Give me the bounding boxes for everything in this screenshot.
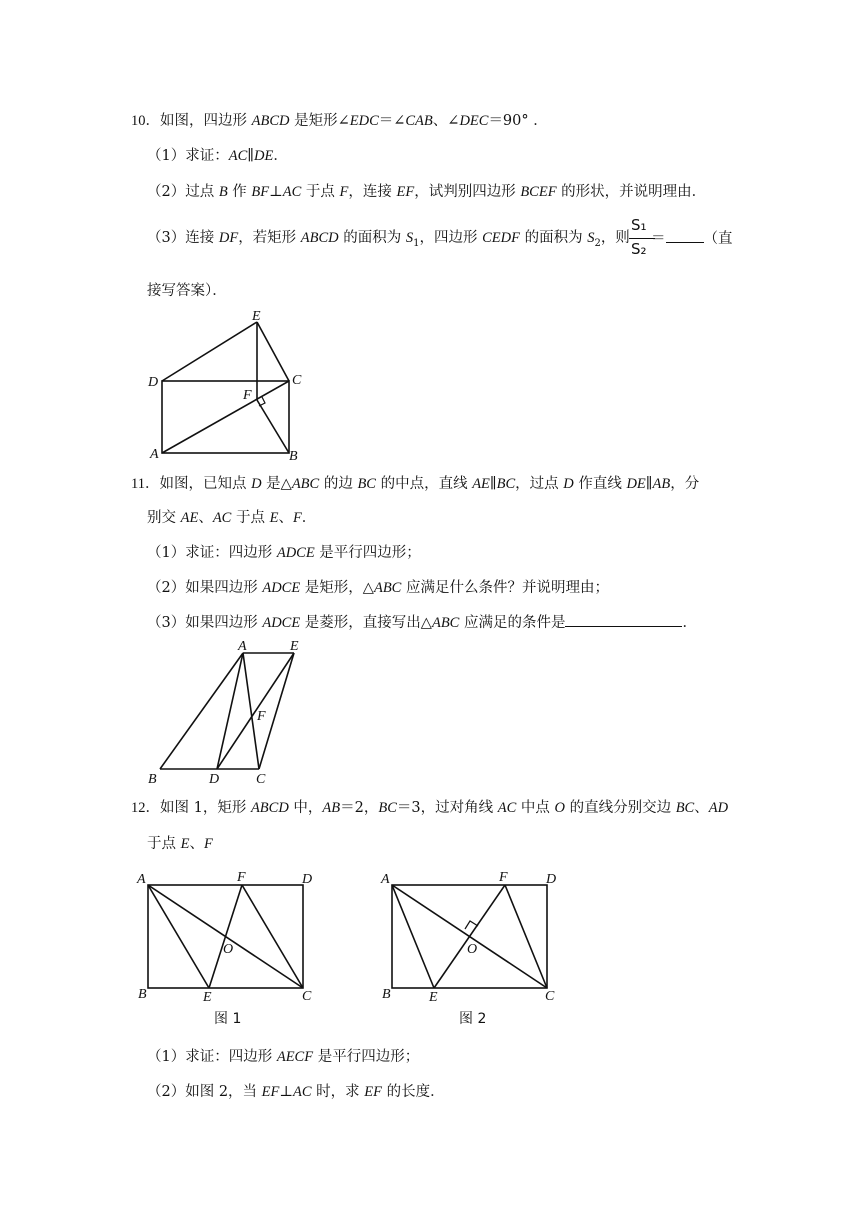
q11-stem-text bbox=[159, 476, 699, 492]
label-d: D bbox=[209, 772, 220, 787]
text-run: 、 bbox=[189, 836, 204, 852]
math-variable: F bbox=[339, 184, 349, 200]
label-c: C bbox=[545, 989, 555, 1004]
fraction-denominator: S₂ bbox=[631, 240, 647, 258]
text-run: 、 bbox=[198, 510, 213, 526]
q11-part1 bbox=[147, 543, 421, 563]
text-run: 于点 bbox=[301, 184, 340, 200]
text-run: 中点 bbox=[516, 800, 555, 816]
text-run: ，四边形 bbox=[419, 230, 483, 246]
label-b: B bbox=[289, 449, 298, 464]
label-c: C bbox=[302, 989, 312, 1004]
text-run: （1）求证：四边形 bbox=[147, 545, 277, 561]
text-run: 如图 1，矩形 bbox=[160, 800, 251, 816]
math-variable: BCEF bbox=[520, 184, 557, 200]
text-run: 、∠ bbox=[432, 113, 460, 129]
q10-part3-tail: （直 bbox=[703, 231, 733, 247]
subscript: 2 bbox=[594, 237, 601, 249]
text-run: ． bbox=[273, 148, 288, 164]
text-run: ，连接 bbox=[348, 184, 397, 200]
segment-de bbox=[217, 653, 294, 769]
math-variable: CEDF bbox=[482, 230, 520, 246]
math-variable: D bbox=[563, 476, 574, 492]
label-o: O bbox=[223, 942, 234, 957]
text-run: ＝3，过对角线 bbox=[396, 800, 498, 816]
math-variable: S bbox=[587, 230, 595, 246]
text-run: ＝∠ bbox=[378, 113, 406, 129]
q11-part2 bbox=[147, 578, 609, 598]
text-run: 的面积为 bbox=[519, 230, 588, 246]
text-run: ＝2， bbox=[340, 800, 379, 816]
math-variable: AC bbox=[228, 148, 248, 164]
text-run: 的长度． bbox=[382, 1084, 445, 1100]
subscript: 1 bbox=[413, 237, 420, 249]
text-run: （1）求证：四边形 bbox=[147, 1049, 277, 1065]
label-f: F bbox=[257, 709, 266, 724]
text-run: ，若矩形 bbox=[238, 230, 301, 246]
q11-stem-line2 bbox=[147, 508, 316, 528]
label-f: F bbox=[243, 388, 252, 403]
label-b: B bbox=[382, 987, 391, 1002]
q11-stem-line1 bbox=[131, 474, 699, 494]
q12-stem-text bbox=[160, 800, 728, 816]
math-variable: ADCE bbox=[276, 545, 315, 561]
math-variable: DE bbox=[626, 476, 646, 492]
q10-number: 10． bbox=[131, 113, 160, 129]
math-variable: AB bbox=[652, 476, 671, 492]
figure-2-caption: 图 2 bbox=[459, 1011, 487, 1027]
segment-ec bbox=[257, 322, 289, 381]
q12-stem-line1 bbox=[131, 798, 728, 818]
math-variable: S bbox=[405, 230, 414, 246]
text-run: （3）如果四边形 bbox=[147, 615, 263, 631]
answer-blank[interactable] bbox=[666, 228, 704, 243]
q10-part3-continued: 接写答案）． bbox=[147, 283, 227, 299]
math-variable: ADCE bbox=[262, 615, 301, 631]
math-variable: D bbox=[251, 476, 262, 492]
q12-figure-2 bbox=[375, 865, 570, 1005]
text-run: ，试判别四边形 bbox=[414, 184, 521, 200]
label-a: A bbox=[238, 639, 247, 654]
math-variable: BF bbox=[251, 184, 270, 200]
text-run: 是△ bbox=[261, 476, 292, 492]
text-run: ∥ bbox=[645, 476, 653, 492]
label-d: D bbox=[546, 872, 557, 887]
text-run: 于点 bbox=[231, 510, 270, 526]
label-c: C bbox=[292, 373, 302, 388]
q10-part1 bbox=[147, 146, 288, 166]
label-a: A bbox=[381, 872, 390, 887]
text-run: 别交 bbox=[147, 510, 181, 526]
text-run: （2）过点 bbox=[147, 184, 219, 200]
math-variable: BC bbox=[496, 476, 516, 492]
label-b: B bbox=[138, 987, 147, 1002]
text-run: 是矩形，△ bbox=[300, 580, 374, 596]
math-variable: E bbox=[269, 510, 279, 526]
text-run: ∥ bbox=[247, 148, 254, 164]
answer-blank[interactable] bbox=[565, 612, 682, 627]
text-run: 作 bbox=[227, 184, 252, 200]
math-variable: AB bbox=[322, 800, 341, 816]
text-run: （2）如图 2，当 bbox=[147, 1084, 262, 1100]
math-variable: DF bbox=[218, 230, 239, 246]
q11-part3-text bbox=[147, 615, 565, 631]
math-variable: EDC bbox=[349, 113, 379, 129]
math-variable: ABCD bbox=[251, 113, 290, 129]
text-run: （3）连接 bbox=[147, 230, 219, 246]
segment-ef bbox=[434, 885, 505, 988]
text-run: 的形状，并说明理由． bbox=[556, 184, 707, 200]
q11-number: 11． bbox=[131, 476, 160, 492]
text-run: 如图，已知点 bbox=[159, 476, 252, 492]
segment-fc bbox=[242, 885, 303, 988]
text-run: 的中点，直线 bbox=[375, 476, 473, 492]
q12-number: 12． bbox=[131, 800, 160, 816]
fraction-numerator: S₁ bbox=[631, 216, 647, 234]
segment-ae bbox=[392, 885, 434, 988]
math-variable: B bbox=[218, 184, 228, 200]
text-run: （1）求证： bbox=[147, 148, 229, 164]
q11-part3-tail: ． bbox=[682, 615, 697, 631]
label-a: A bbox=[137, 872, 146, 887]
math-variable: EF bbox=[364, 1084, 382, 1100]
text-run: 的面积为 bbox=[338, 230, 406, 246]
label-a: A bbox=[150, 447, 159, 462]
text-run: 应满足的条件是 bbox=[459, 615, 566, 631]
math-variable: EF bbox=[396, 184, 415, 200]
math-variable: EF bbox=[261, 1084, 280, 1100]
math-variable: CAB bbox=[405, 113, 433, 129]
math-variable: AECF bbox=[276, 1049, 314, 1065]
math-variable: DEC bbox=[459, 113, 489, 129]
q12-figure-1 bbox=[130, 865, 325, 1005]
math-variable: ABC bbox=[291, 476, 320, 492]
text-run: 是平行四边形； bbox=[314, 545, 421, 561]
text-run: 的直线分别交边 bbox=[564, 800, 676, 816]
math-variable: AC bbox=[293, 1084, 312, 1100]
text-run: （2）如果四边形 bbox=[147, 580, 263, 596]
label-f: F bbox=[499, 870, 508, 885]
text-run: 于点 bbox=[147, 836, 181, 852]
q10-part3 bbox=[147, 228, 630, 254]
math-variable: ABCD bbox=[250, 800, 289, 816]
label-e: E bbox=[429, 990, 438, 1005]
text-run: 是矩形∠ bbox=[289, 113, 350, 129]
text-run: 中， bbox=[288, 800, 323, 816]
segment-ef bbox=[209, 885, 242, 988]
text-run: ，则 bbox=[600, 230, 630, 246]
math-variable: AC bbox=[497, 800, 517, 816]
math-variable: AE bbox=[472, 476, 490, 492]
q10-answer-area: ＝ （直 bbox=[651, 228, 733, 249]
math-variable: ABCD bbox=[300, 230, 339, 246]
label-d: D bbox=[302, 872, 313, 887]
math-variable: BC bbox=[357, 476, 376, 492]
math-variable: AD bbox=[708, 800, 729, 816]
q10-stem-text bbox=[160, 113, 548, 129]
math-variable: BC bbox=[378, 800, 397, 816]
math-variable: ADCE bbox=[262, 580, 301, 596]
text-run: ⊥ bbox=[279, 1084, 294, 1100]
math-variable: AE bbox=[180, 510, 199, 526]
text-run: 作直线 bbox=[573, 476, 627, 492]
segment-de bbox=[162, 322, 257, 381]
math-variable: ABC bbox=[373, 580, 402, 596]
text-run: 是平行四边形； bbox=[313, 1049, 420, 1065]
segment-fb bbox=[257, 400, 289, 453]
math-variable: DE bbox=[253, 148, 274, 164]
q10-part3-text bbox=[147, 230, 630, 249]
q12-stem-line2 bbox=[147, 834, 213, 854]
q10-stem bbox=[131, 111, 548, 131]
q10-figure bbox=[140, 305, 315, 465]
label-c: C bbox=[256, 772, 266, 787]
label-d: D bbox=[148, 375, 159, 390]
text-run: 时，求 bbox=[311, 1084, 365, 1100]
label-f: F bbox=[237, 870, 246, 885]
math-variable: E bbox=[180, 836, 190, 852]
text-run: ，过点 bbox=[515, 476, 564, 492]
math-variable: ABC bbox=[431, 615, 460, 631]
math-variable: AC bbox=[282, 184, 302, 200]
label-e: E bbox=[203, 990, 212, 1005]
text-run: ，分 bbox=[670, 476, 700, 492]
text-run: 是菱形，直接写出△ bbox=[300, 615, 432, 631]
segment-fc bbox=[505, 885, 547, 988]
text-run: 的边 bbox=[319, 476, 358, 492]
math-variable: F bbox=[203, 836, 213, 852]
text-run: 、 bbox=[278, 510, 293, 526]
text-run: ∥ bbox=[489, 476, 497, 492]
label-o: O bbox=[467, 942, 478, 957]
math-variable: O bbox=[554, 800, 565, 816]
math-variable: F bbox=[292, 510, 302, 526]
math-variable: BC bbox=[675, 800, 695, 816]
text-run: ⊥ bbox=[269, 184, 283, 200]
q11-figure bbox=[140, 630, 315, 788]
text-run: 应满足什么条件？并说明理由； bbox=[401, 580, 609, 596]
segment-ac bbox=[162, 381, 289, 453]
text-run: ． bbox=[301, 510, 317, 526]
q12-part1 bbox=[147, 1047, 419, 1067]
label-e: E bbox=[290, 639, 299, 654]
segment-ae bbox=[148, 885, 209, 988]
label-b: B bbox=[148, 772, 157, 787]
label-e: E bbox=[252, 309, 261, 324]
text-run: ＝90° ． bbox=[488, 113, 548, 129]
text-run: 、 bbox=[694, 800, 709, 816]
q12-part2 bbox=[147, 1082, 445, 1102]
math-variable: AC bbox=[212, 510, 232, 526]
figure-1-caption: 图 1 bbox=[214, 1011, 242, 1027]
q10-part2 bbox=[147, 182, 706, 202]
text-run: 如图，四边形 bbox=[160, 113, 252, 129]
